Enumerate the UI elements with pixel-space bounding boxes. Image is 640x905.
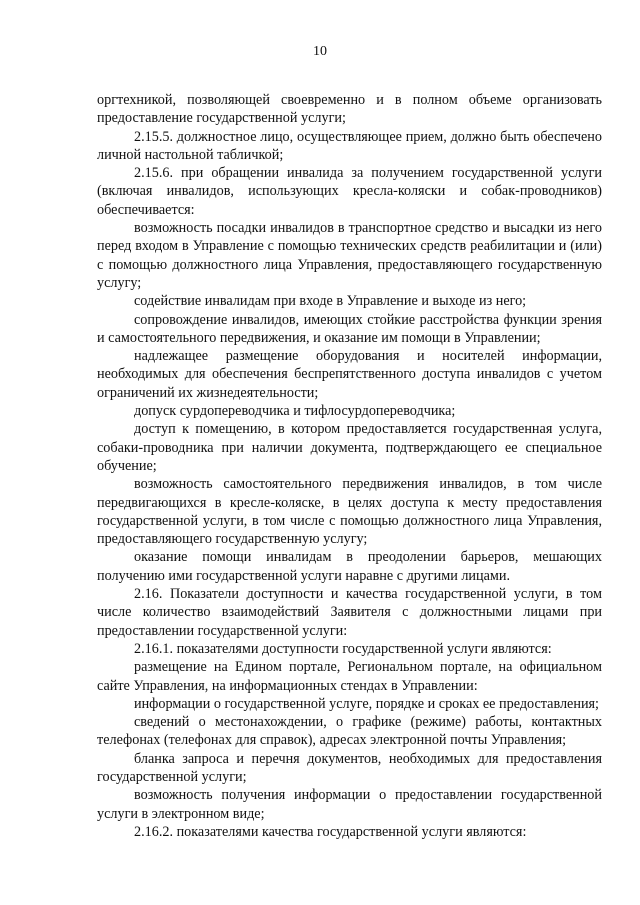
document-body: [97, 91, 602, 841]
list-item-sign-interpreter: допуск сурдопереводчика и тифлосурдопереводчика;: [134, 403, 456, 420]
paragraph-2-16-2: 2.16.2. показателями качества государственной услуги являются:: [134, 823, 527, 840]
list-item-entry-assistance: содействие инвалидам при входе в Управление и выходе из него;: [134, 293, 527, 310]
list-item-escort: сопровождение инвалидов, имеющих стойкие расстройства функции зрения и самостоятельного передвижения, и оказание им помощи в Управлении;: [97, 311, 602, 346]
paragraph-2-16-1: 2.16.1. показателями доступности государственной услуги являются:: [134, 640, 552, 657]
list-item-wheelchair-movement: возможность самостоятельного передвижения инвалидов, в том числе передвигающихся в кресле-коляске, в целях доступа к месту предоставления государственной услуги, в том числе с помощью должностного лица Управления, предоставляющего государственную услугу;: [97, 476, 602, 548]
list-item-request-form: бланка запроса и перечня документов, необходимых для предоставления государственной услуги;: [97, 750, 602, 785]
list-item-boarding: возможность посадки инвалидов в транспортное средство и высадки из него перед входом в Управление с помощью технических средств реабилитации и (или) с помощью должностного лица Управления, предоставляющего государственную услугу;: [97, 220, 602, 291]
paragraph-2-16: 2.16. Показатели доступности и качества государственной услуги, в том числе количество взаимодействий Заявителя с должностными лицами при предоставлении государственной услуги:: [97, 586, 602, 639]
page-number: 10: [313, 44, 327, 59]
list-item-barrier-help: оказание помощи инвалидам в преодолении барьеров, мешающих получению ими государственной услуги наравне с другими лицами.: [97, 549, 602, 584]
paragraph-2-15-6: 2.15.6. при обращении инвалида за получением государственной услуги (включая инвалидов, использующих кресла-коляски и собак-проводников) обеспечивается:: [97, 165, 602, 218]
list-item-electronic-info: возможность получения информации о предоставлении государственной услуги в электронном виде;: [97, 787, 602, 822]
list-item-guide-dog: доступ к помещению, в котором предоставляется государственная услуга, собаки-проводника при наличии документа, подтверждающего ее специальное обучение;: [97, 421, 602, 474]
list-item-service-info: информации о государственной услуге, порядке и сроках ее предоставления;: [134, 695, 599, 712]
paragraph-2-15-5: 2.15.5. должностное лицо, осуществляющее прием, должно быть обеспечено личной настольной табличкой;: [97, 128, 602, 163]
list-item-contact-info: сведений о местонахождении, о графике (режиме) работы, контактных телефонах (телефонах для справок), адресах электронной почты Управления;: [97, 714, 602, 749]
paragraph-continuation: оргтехникой, позволяющей своевременно и в полном объеме организовать предоставление государственной услуги;: [97, 92, 602, 127]
list-item-equipment-placement: надлежащее размещение оборудования и носителей информации, необходимых для обеспечения беспрепятственного доступа инвалидов с учетом ограничений их жизнедеятельности;: [97, 348, 602, 401]
list-item-placement: размещение на Едином портале, Региональном портале, на официальном сайте Управления, на информационных стендах в Управлении:: [97, 659, 602, 694]
